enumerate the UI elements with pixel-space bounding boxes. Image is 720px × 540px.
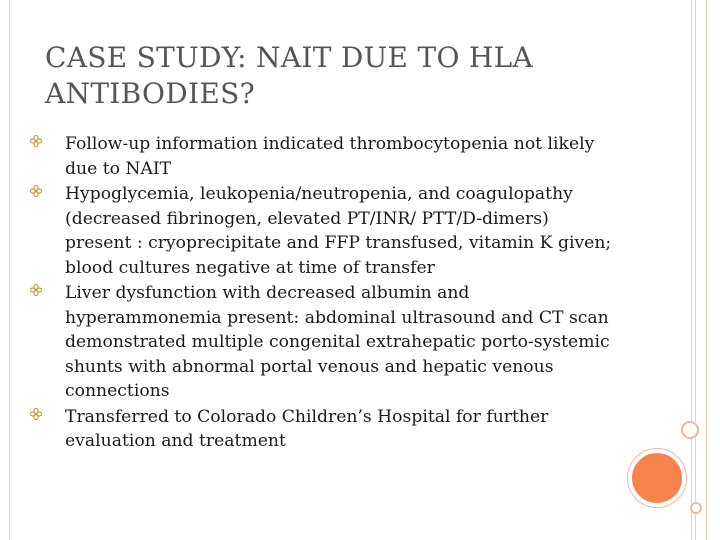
flower-bullet-icon: [30, 185, 42, 197]
bullet-text: Follow-up information indicated thrombocytopenia not likely due to NAIT: [65, 134, 595, 179]
flower-bullet-icon: [30, 284, 42, 296]
bullet-text: Transferred to Colorado Children’s Hospital for further evaluation and treatment: [65, 406, 549, 451]
flower-bullet-icon: [30, 408, 42, 420]
list-item: [30, 281, 620, 404]
rail-line: [691, 0, 692, 540]
bullet-text: Liver dysfunction with decreased albumin and hyperammonemia present: abdominal ultrasound and CT scan demonstrated multiple congenital extrahepatic porto-systemic shunts with abnormal portal venous and hepatic venous connections: [65, 283, 610, 401]
list-item: [30, 182, 620, 280]
bullet-text: Hypoglycemia, leukopenia/neutropenia, and coagulopathy (decreased fibrinogen, elevated PT/INR/ PTT/D-dimers) present : cryoprecipitate and FFP transfused, vitamin K given; blood cultures negative at time of transfer: [65, 184, 612, 278]
slide-title: CASE STUDY: NAIT DUE TO HLA ANTIBODIES?: [45, 41, 534, 110]
tiny-circle-ornament: [690, 502, 702, 514]
large-circle-ornament: [628, 449, 686, 507]
list-item: [30, 405, 620, 454]
small-circle-ornament: [681, 421, 699, 439]
flower-bullet-icon: [30, 135, 42, 147]
list-item: [30, 132, 620, 181]
decorative-rail: [682, 0, 702, 540]
bullet-list: [30, 132, 620, 455]
rail-line: [695, 0, 696, 540]
